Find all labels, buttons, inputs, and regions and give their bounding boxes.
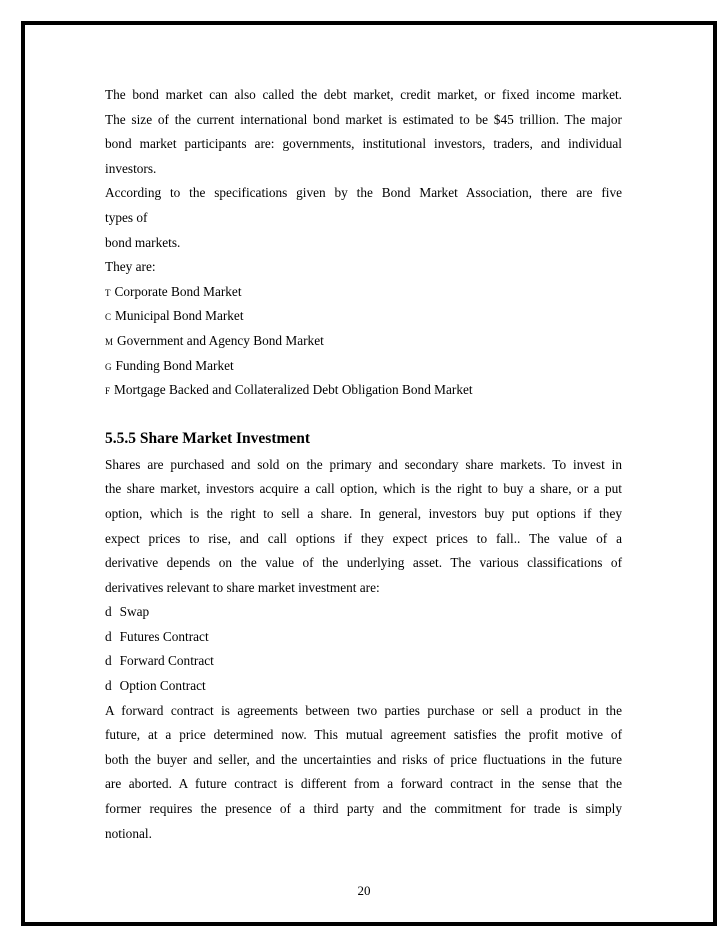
bullet-marker: d [105, 604, 112, 620]
text-line: future, at a price determined now. This mutual agreement satisfies the profit motive of [105, 727, 622, 743]
text-line: According to the specifications given by the Bond Market Association, there are five [105, 185, 622, 201]
text-line: They are: [105, 259, 156, 275]
text-line: derivatives relevant to share market investment are: [105, 579, 380, 595]
section-heading: 5.5.5 Share Market Investment [105, 429, 311, 447]
text-line: derivative depends on the value of the underlying asset. The various classifications of [105, 555, 622, 571]
text-line: option, which is the right to sell a share. In general, investors buy put options if they [105, 505, 622, 521]
text-line: both the buyer and seller, and the uncertainties and risks of price fluctuations in the future [105, 751, 622, 767]
bullet-marker: F [105, 386, 111, 397]
list-item-label: Swap [119, 604, 150, 620]
bullet-marker: d [105, 628, 112, 644]
bullet-marker: M [105, 336, 114, 347]
text-line: types of [105, 209, 148, 225]
list-item [105, 378, 622, 403]
bond-types-list [105, 280, 622, 403]
bullet-marker: T [105, 287, 111, 298]
list-item-label: Government and Agency Bond Market [117, 332, 324, 348]
text-line: former requires the presence of a third party and the commitment for trade is simply [105, 801, 622, 817]
forward-contract-paragraph [105, 699, 622, 847]
intro-paragraph [105, 83, 622, 181]
list-item [105, 280, 622, 305]
list-item-label: Municipal Bond Market [115, 308, 244, 324]
text-line: notional. [105, 825, 152, 841]
list-item [105, 600, 622, 625]
text-line: A forward contract is agreements between two parties purchase or sell a product in the [105, 702, 622, 718]
page-number: 20 [357, 883, 371, 898]
text-line: bond markets. [105, 234, 181, 250]
list-item-label: Corporate Bond Market [114, 283, 242, 299]
list-item [105, 329, 622, 354]
text-line: Shares are purchased and sold on the primary and secondary share markets. To invest in [105, 456, 622, 472]
document-body [105, 83, 622, 846]
list-item [105, 304, 622, 329]
text-line: The bond market can also called the debt market, credit market, or fixed income market. [105, 87, 622, 102]
bond-types-intro [105, 181, 622, 279]
text-line: The size of the current international bond market is estimated to be $45 trillion. The major [105, 111, 622, 127]
list-item-label: Futures Contract [119, 628, 209, 644]
share-market-paragraph [105, 453, 622, 601]
bullet-marker: C [105, 312, 112, 323]
list-item [105, 649, 622, 674]
list-item [105, 674, 622, 699]
bullet-marker: d [105, 678, 112, 694]
list-item [105, 354, 622, 379]
list-item-label: Option Contract [119, 678, 206, 694]
list-item-label: Mortgage Backed and Collateralized Debt Obligation Bond Market [114, 382, 473, 398]
text-line: are aborted. A future contract is different from a forward contract in the sense that the [105, 776, 622, 792]
bullet-marker: d [105, 653, 112, 669]
bullet-marker: G [105, 361, 112, 372]
list-item-label: Forward Contract [119, 653, 214, 669]
text-line: expect prices to rise, and call options if they expect prices to fall.. The value of a [105, 530, 622, 546]
text-line: bond market participants are: governments, institutional investors, traders, and individual [105, 136, 622, 152]
list-item-label: Funding Bond Market [115, 357, 234, 373]
derivatives-list [105, 600, 622, 698]
text-line: the share market, investors acquire a call option, which is the right to buy a share, or a put [105, 481, 622, 497]
text-line: investors. [105, 160, 157, 176]
list-item [105, 625, 622, 650]
